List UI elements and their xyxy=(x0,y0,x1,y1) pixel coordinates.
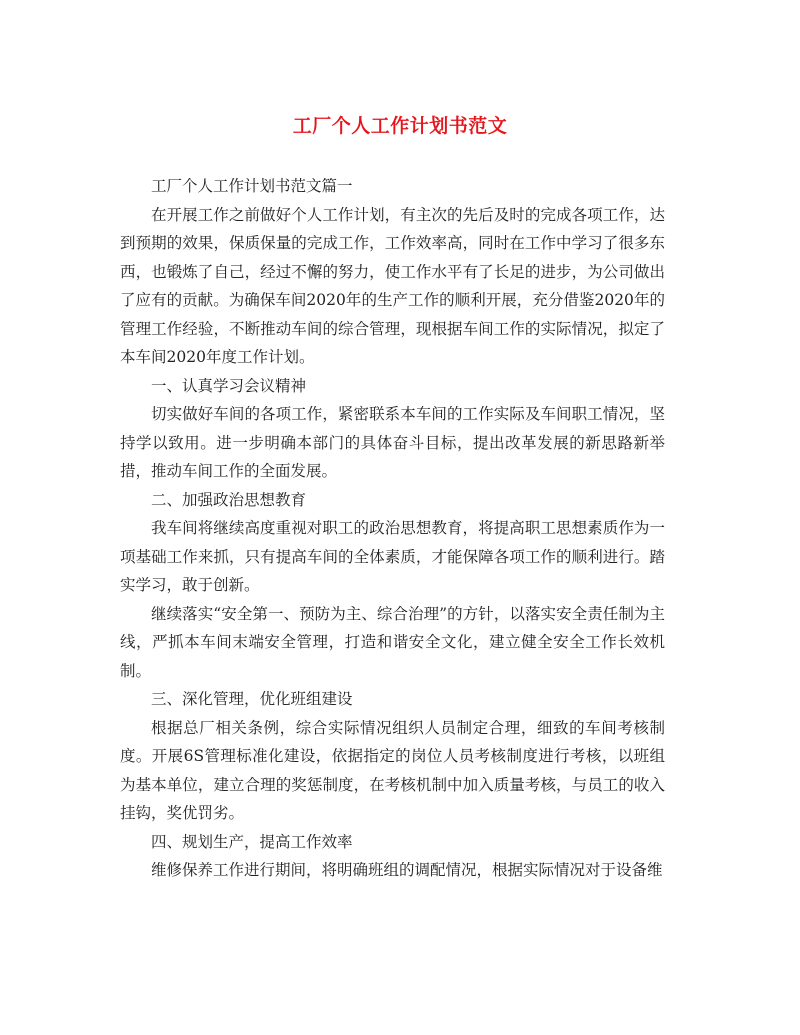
section-heading: 三、深化管理，优化班组建设 xyxy=(151,690,353,708)
section-heading: 一、认真学习会议精神 xyxy=(151,376,307,395)
paragraph: 维修保养工作进行期间，将明确班组的调配情况，根据实际情况对于设备维 xyxy=(151,861,663,879)
paragraph: 根据总厂相关条例，综合实际情况组织人员制定合理，细致的车间考核制度。开展6S管理标准化建设，依据指定的岗位人员考核制度进行考核，以班组为基本单位，建立合理的奖惩制度，在考核机制中加入质量考核，与员工的收入挂钩，奖优罚劣。 xyxy=(120,718,665,822)
document-body xyxy=(120,172,665,885)
paragraph: 我车间将继续高度重视对职工的政治思想教育，将提高职工思想素质作为一项基础工作来抓，只有提高车间的全体素质，才能保障各项工作的顺利进行。踏实学习，敢于创新。 xyxy=(120,519,665,594)
paragraph: 在开展工作之前做好个人工作计划，有主次的先后及时的完成各项工作，达到预期的效果，保质保量的完成工作，工作效率高，同时在工作中学习了很多东西，也锻炼了自己，经过不懈的努力，使工作水平有了长足的进步，为公司做出了应有的贡献。为确保车间2020年的生产工作的顺利开展，充分借鉴2020年的管理工作经验，不断推动车间的综合管理，现根据车间工作的实际情况，拟定了本车间2020年度工作计划。 xyxy=(120,205,665,366)
paragraph: 切实做好车间的各项工作，紧密联系本车间的工作实际及车间职工情况，坚持学以致用。进一步明确本部门的具体奋斗目标，提出改革发展的新思路新举措，推动车间工作的全面发展。 xyxy=(120,405,665,480)
document-title: 工厂个人工作计划书范文 xyxy=(292,115,508,137)
section-subtitle: 工厂个人工作计划书范文篇一 xyxy=(151,177,353,195)
paragraph: 继续落实“安全第一、预防为主、综合治理”的方针，以落实安全责任制为主线，严抓本车间末端安全管理，打造和谐安全文化，建立健全安全工作长效机制。 xyxy=(120,604,665,680)
section-heading: 二、加强政治思想教育 xyxy=(151,490,307,509)
section-heading: 四、规划生产，提高工作效率 xyxy=(151,832,353,851)
